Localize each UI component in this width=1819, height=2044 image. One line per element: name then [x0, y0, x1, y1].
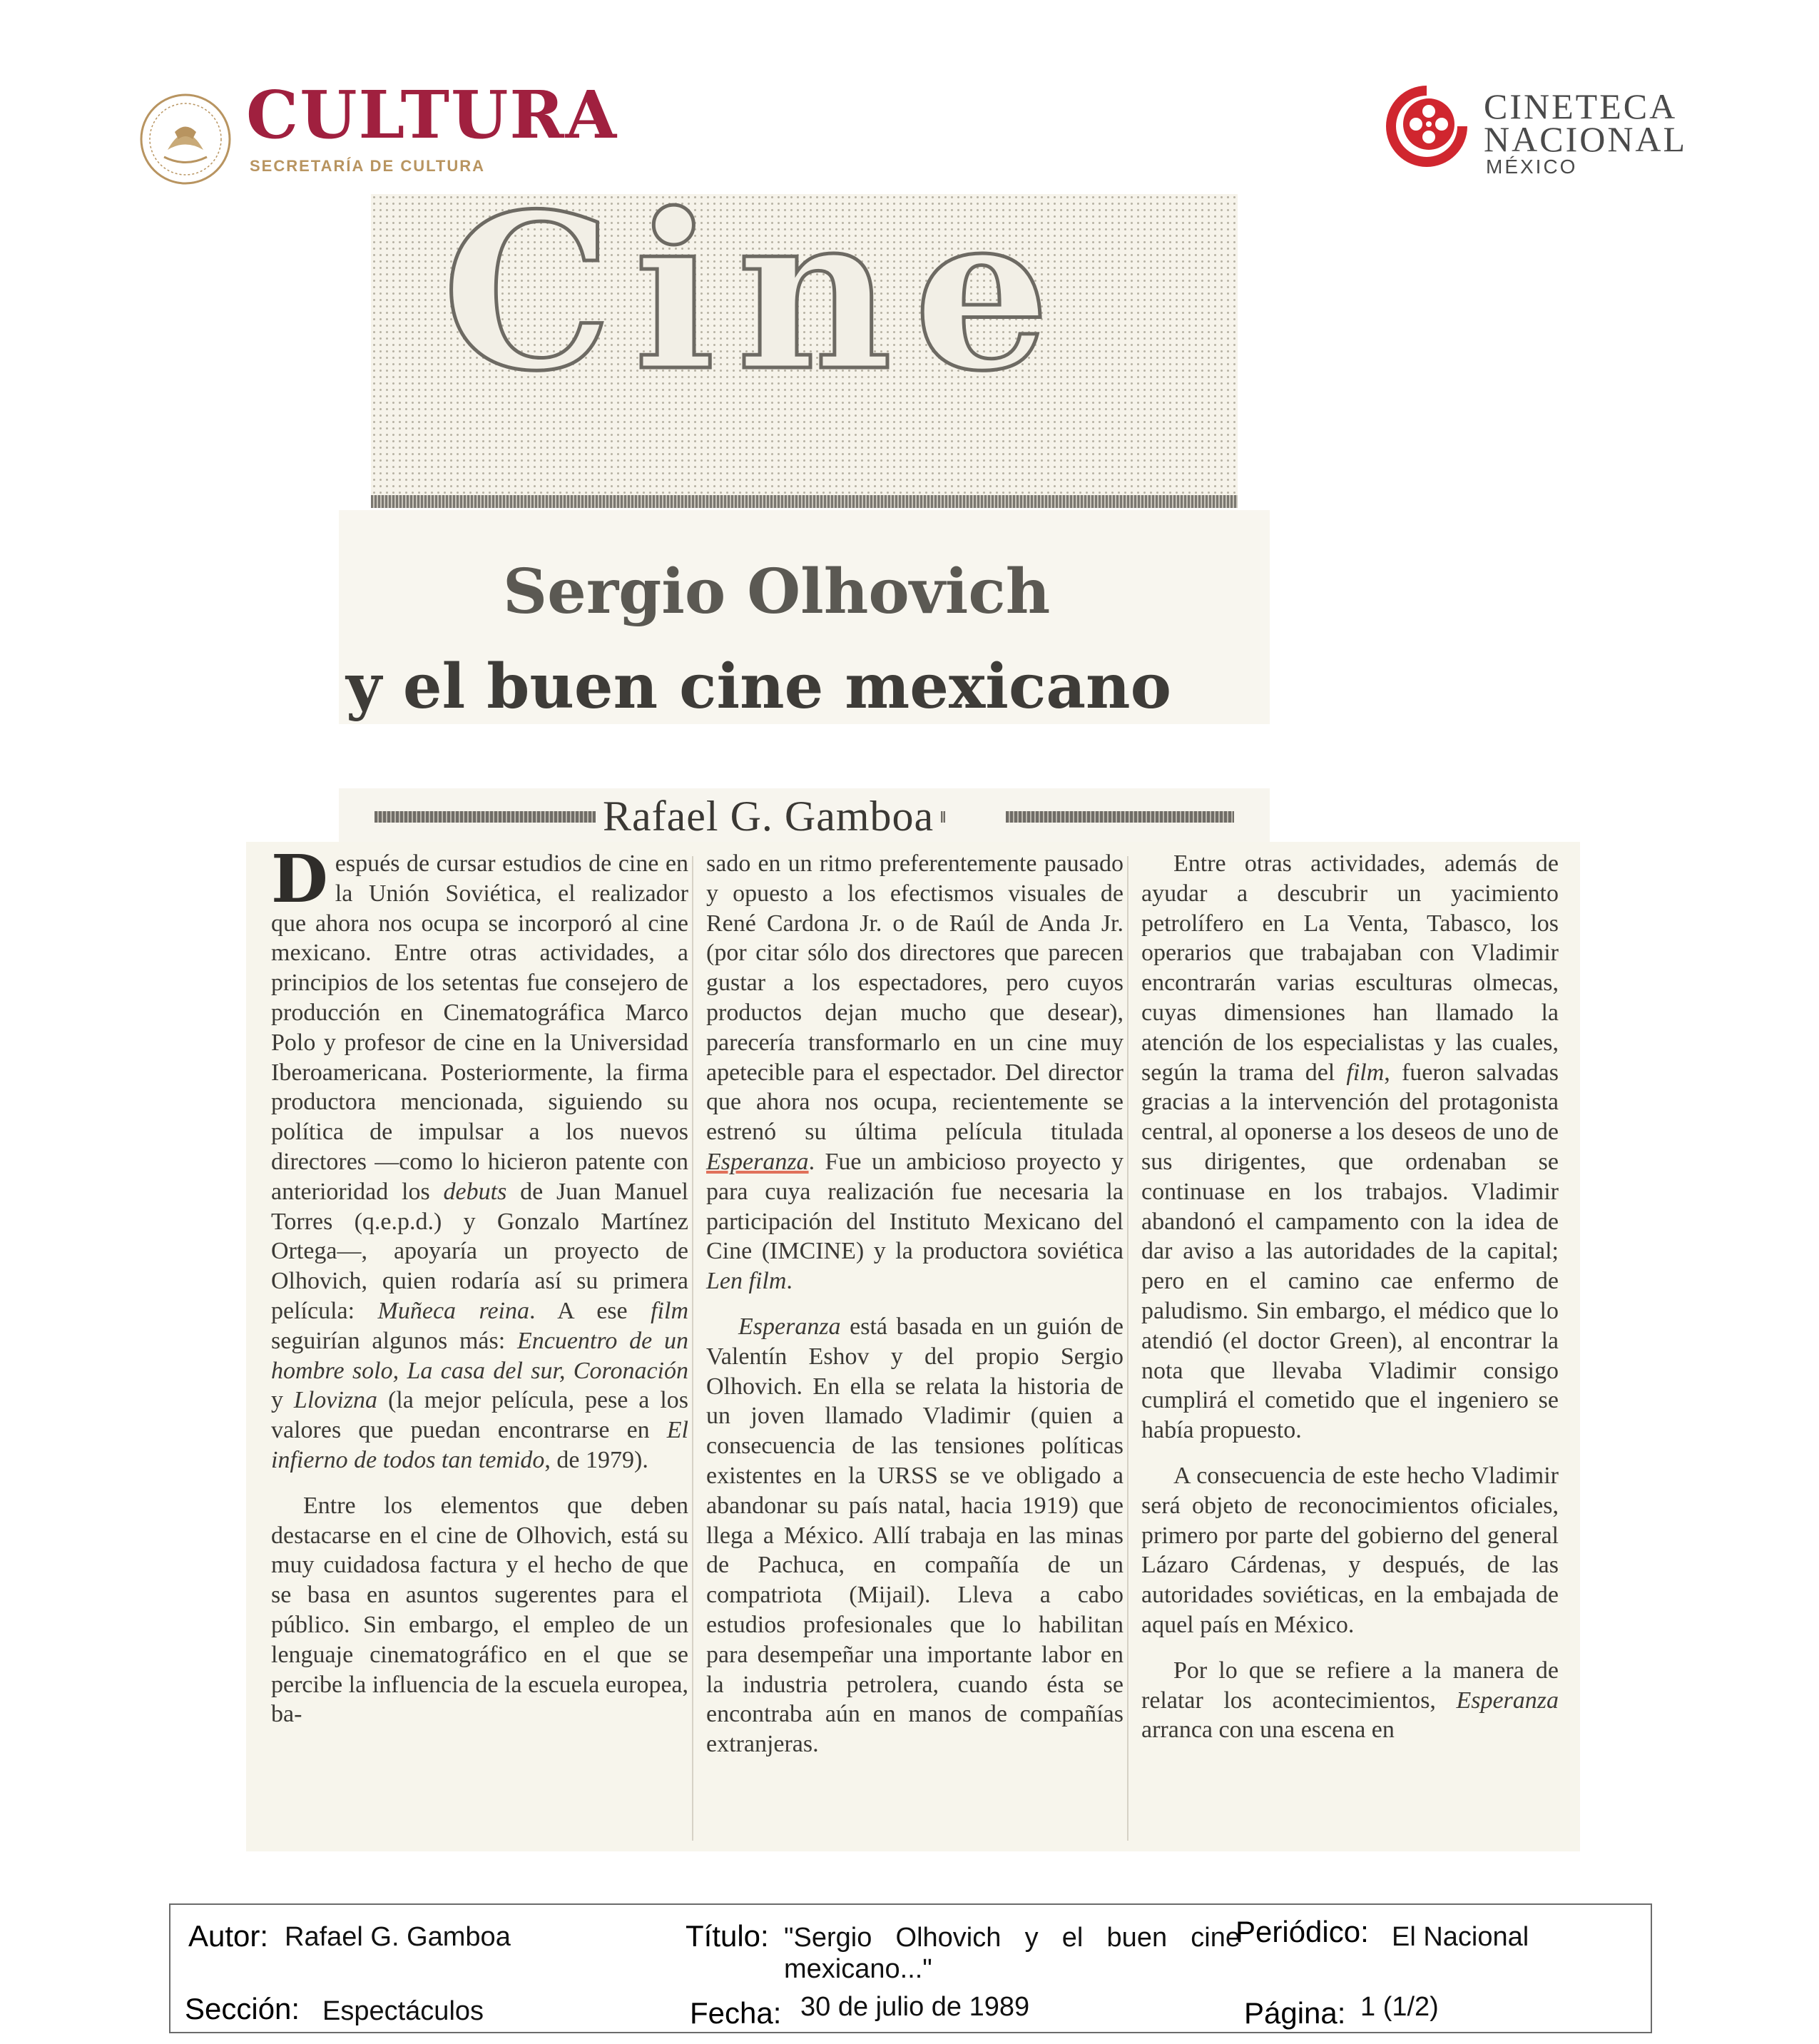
drop-cap: D — [271, 840, 328, 917]
text-run: espués de cursar estudios de cine en la Unión Soviética, el realizador que ahora nos ocupa se incorporó al cine mexicano. Entre otras actividades, a principios de los setentas fue consejero de producción en Cinematográfica Marco Polo y profesor de cine en la Universidad Iberoamericana. Posteriormente, la firma productora mencionada, siguiendo su política de impulsar a los nuevos directores —como lo hicieron patente con anterioridad los — [271, 850, 688, 1205]
italic-run: Esperanza — [738, 1313, 841, 1340]
cineteca-country: MÉXICO — [1486, 156, 1578, 178]
byline-author: Rafael G. Gamboa — [596, 793, 941, 840]
pagina-label: Página: — [1244, 1996, 1346, 2030]
periodico-value: El Nacional — [1392, 1922, 1529, 1952]
autor-label: Autor: — [188, 1919, 269, 1953]
fecha-value: 30 de julio de 1989 — [800, 1992, 1030, 2022]
text-run: y — [271, 1387, 294, 1414]
titulo-label: Título: — [686, 1919, 769, 1953]
text-run: de Juan Manuel Torres (q.e.p.d.) y Gonzalo Martínez Ortega—, apoyaría un proyecto de Olhovich, quien rodaría así su primera película: — [271, 1178, 689, 1324]
titulo-value: "Sergio Olhovich y el buen cine mexicano..." — [784, 1923, 1240, 1984]
italic-run: Len film — [706, 1268, 787, 1295]
paragraph — [271, 840, 689, 1475]
italic-run: film — [1346, 1059, 1385, 1086]
paragraph — [706, 849, 1124, 1296]
film-reel-icon — [1380, 80, 1473, 173]
italic-run: debuts — [443, 1178, 507, 1205]
article-column-2 — [706, 849, 1124, 1775]
italic-run: Esperanza — [1456, 1687, 1559, 1714]
periodico-label: Periódico: — [1235, 1915, 1369, 1948]
text-run: Entre otras actividades, además de ayudar a descubrir un yacimiento petrolífero en La Venta, Tabasco, los operarios que trabajaban con Vladimir encontrarán varias esculturas olmecas, cuyas dimensiones han llamado la atención de los especialistas y las cuales, según la trama del — [1141, 850, 1559, 1086]
cultura-title: CULTURA — [246, 76, 618, 153]
cineteca-logo — [1373, 80, 1694, 187]
banner-rule — [371, 495, 1238, 508]
section-banner-title: Cine — [442, 166, 1071, 418]
headline — [339, 510, 1270, 724]
text-run: , fueron salvadas gracias a la intervención del protagonista central, al oponerse a los deseos de uno de sus dirigentes, que ordenaban se continuase en los trabajos. Vladimir abandonó el campamento con la idea de dar aviso a las autoridades de la capital; pero en el camino cae enfermo de paludismo. Sin embargo, el médico que lo atendió (el doctor Green), al encontrar la nota que llevaba Vladimir consigo cumplirá el cometido que el ingeniero se había propuesto. — [1141, 1059, 1559, 1444]
article-column-1 — [271, 840, 689, 1745]
italic-run: El infierno de todos tan temido — [271, 1417, 688, 1473]
article-column-3 — [1141, 849, 1559, 1761]
section-banner — [371, 166, 1238, 508]
paragraph — [706, 1312, 1124, 1759]
seccion-label: Sección: — [185, 1992, 300, 2025]
text-run: . — [786, 1268, 793, 1295]
paragraph: A consecuencia de este hecho Vladimir será objeto de reconocimientos oficiales, primero por parte del gobierno del general Lázaro Cárdenas, y después, de las autoridades soviéticas, en la embajada de aquel país en México. — [1141, 1462, 1559, 1638]
text-run: Por lo que se refiere a la manera de relatar los acontecimientos, — [1141, 1657, 1559, 1714]
column-divider — [1127, 856, 1128, 1841]
paragraph: Entre los elementos que deben destacarse en el cine de Olhovich, está su muy cuidadosa factura y el hecho de que se basa en asuntos sugerentes para el público. Sin embargo, el empleo de un lenguaje cinematográfico en el que se percibe la influencia de la escuela europea, ba- — [271, 1492, 688, 1728]
headline-line-2: y el buen cine mexicano — [346, 651, 1171, 723]
fecha-label: Fecha: — [690, 1996, 782, 2030]
pagina-value: 1 (1/2) — [1360, 1992, 1439, 2022]
italic-run-underlined: Esperanza — [706, 1148, 809, 1175]
headline-line-1: Sergio Olhovich — [503, 556, 1051, 628]
seccion-value: Espectáculos — [322, 1996, 484, 2026]
article-body — [246, 842, 1580, 1851]
text-run: (la mejor película, pese a los valores que puedan encontrarse en — [271, 1387, 688, 1444]
text-run: está basada en un guión de Valentín Eshov y del propio Sergio Olhovich. En ella se relata la historia de un joven llamado Vladimir (quien a consecuencia de las tensiones políticas existentes en la URSS se ve obligado a abandonar su país natal, hacia 1919) que llega a México. Allí trabaja en las minas de Pachuca, en compañía de un compatriota (Mijail). Lleva a cabo estudios profesionales que lo habilitan para desempeñar una importante labor en la industria petrolera, cuando ésta se encontraba aún en manos de compañías extranjeras. — [706, 1313, 1124, 1758]
text-run: , de 1979). — [544, 1446, 648, 1473]
paragraph — [1141, 1656, 1559, 1745]
paragraph — [1141, 849, 1559, 1445]
italic-run: Encuentro de un hombre solo, La casa del sur, Coronación — [271, 1327, 688, 1384]
text-run: sado en un ritmo preferentemente pausado y opuesto a los efectismos visuales de René Cardona Jr. o de Raúl de Anda Jr. (por citar sólo dos directores que parecen gustar a los espectadores, pero cuyos productos dejan mucho que desear), parecería transformarlo en un cine muy apetecible para el espectador. Del director que ahora nos ocupa, recientemente se estrenó su última película titulada — [706, 850, 1124, 1146]
byline-rule-right — [1006, 811, 1234, 823]
cineteca-name-line1: CINETECA — [1484, 86, 1678, 126]
italic-run: Muñeca reina — [377, 1297, 530, 1324]
italic-run: Llovizna — [293, 1387, 378, 1414]
byline — [339, 788, 1270, 842]
text-run: arranca con una escena en — [1141, 1717, 1395, 1744]
mexican-seal-icon — [136, 89, 235, 189]
autor-value: Rafael G. Gamboa — [285, 1922, 511, 1952]
text-run: . A ese — [529, 1297, 651, 1324]
italic-run: film — [651, 1297, 689, 1324]
text-run: . Fue un ambicioso proyecto y para cuya realización fue necesaria la participación del Instituto Mexicano del Cine (IMCINE) y la productora soviética — [706, 1148, 1124, 1265]
text-run: seguirían algunos más: — [271, 1327, 517, 1354]
cineteca-name-line2: NACIONAL — [1484, 119, 1688, 159]
cultura-subtitle: SECRETARÍA DE CULTURA — [250, 157, 486, 175]
column-divider — [692, 856, 693, 1841]
metadata-box — [169, 1903, 1652, 2033]
